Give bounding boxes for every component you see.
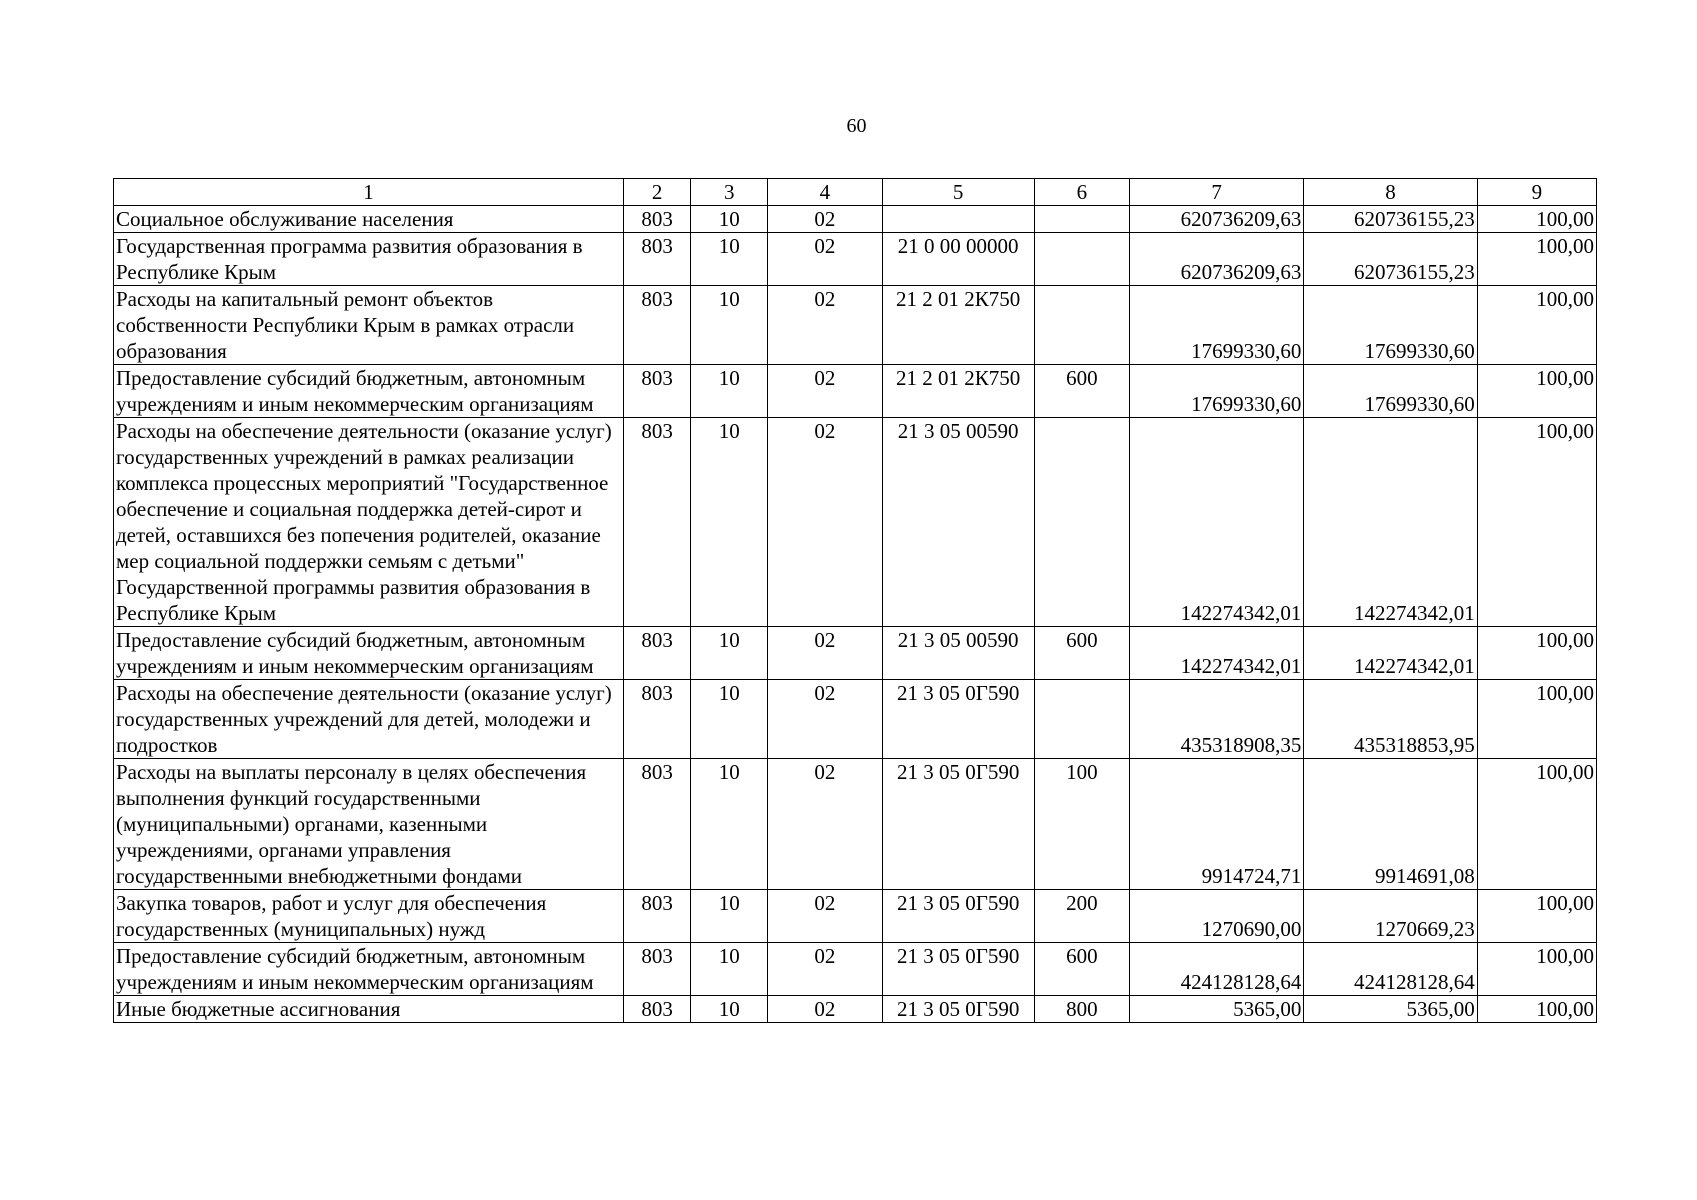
cell-col-2: 803 (624, 206, 691, 233)
cell-col-3: 10 (691, 627, 768, 680)
table-row (114, 943, 1597, 996)
cell-col-8: 9914691,08 (1304, 759, 1477, 890)
column-header: 1 (114, 179, 624, 206)
column-header: 2 (624, 179, 691, 206)
cell-col-3: 10 (691, 943, 768, 996)
cell-col-2: 803 (624, 365, 691, 418)
cell-col-9: 100,00 (1477, 365, 1596, 418)
cell-col-3: 10 (691, 680, 768, 759)
cell-col-8: 620736155,23 (1304, 233, 1477, 286)
cell-col-9: 100,00 (1477, 890, 1596, 943)
cell-col-9: 100,00 (1477, 418, 1596, 627)
cell-col-7: 5365,00 (1130, 996, 1304, 1023)
row-name: Расходы на обеспечение деятельности (оказание услуг) государственных учреждений в рамках реализации комплекса процессных мероприятий "Государственное обеспечение и социальная поддержка детей-сирот и детей, оставшихся без попечения родителей, оказание мер социальной поддержки семьям с детьми" Государственной программы развития образования в Республике Крым (114, 418, 624, 627)
cell-col-6: 600 (1034, 365, 1129, 418)
table-row (114, 627, 1597, 680)
cell-col-2: 803 (624, 233, 691, 286)
table-header-row (114, 179, 1597, 206)
cell-col-4: 02 (768, 996, 882, 1023)
cell-col-7: 17699330,60 (1130, 286, 1304, 365)
cell-col-4: 02 (768, 759, 882, 890)
cell-col-8: 435318853,95 (1304, 680, 1477, 759)
cell-col-3: 10 (691, 759, 768, 890)
cell-col-6 (1034, 206, 1129, 233)
cell-col-8: 1270669,23 (1304, 890, 1477, 943)
cell-col-9: 100,00 (1477, 206, 1596, 233)
cell-col-2: 803 (624, 996, 691, 1023)
cell-col-4: 02 (768, 206, 882, 233)
cell-col-2: 803 (624, 943, 691, 996)
cell-col-8: 142274342,01 (1304, 418, 1477, 627)
column-header: 5 (882, 179, 1034, 206)
cell-col-7: 142274342,01 (1130, 418, 1304, 627)
table-row (114, 418, 1597, 627)
cell-col-6 (1034, 233, 1129, 286)
column-header: 4 (768, 179, 882, 206)
cell-col-5: 21 3 05 0Г590 (882, 996, 1034, 1023)
table-row (114, 996, 1597, 1023)
cell-col-6 (1034, 286, 1129, 365)
cell-col-4: 02 (768, 286, 882, 365)
cell-col-3: 10 (691, 418, 768, 627)
cell-col-5: 21 3 05 0Г590 (882, 759, 1034, 890)
cell-col-5: 21 3 05 0Г590 (882, 680, 1034, 759)
cell-col-2: 803 (624, 418, 691, 627)
cell-col-5: 21 3 05 0Г590 (882, 943, 1034, 996)
cell-col-6 (1034, 680, 1129, 759)
table-row (114, 680, 1597, 759)
cell-col-4: 02 (768, 680, 882, 759)
budget-table (113, 178, 1597, 1023)
cell-col-7: 9914724,71 (1130, 759, 1304, 890)
table-row (114, 365, 1597, 418)
cell-col-3: 10 (691, 233, 768, 286)
cell-col-4: 02 (768, 418, 882, 627)
table-row (114, 206, 1597, 233)
cell-col-4: 02 (768, 627, 882, 680)
cell-col-5: 21 3 05 00590 (882, 418, 1034, 627)
cell-col-4: 02 (768, 943, 882, 996)
cell-col-2: 803 (624, 627, 691, 680)
cell-col-3: 10 (691, 286, 768, 365)
row-name: Закупка товаров, работ и услуг для обеспечения государственных (муниципальных) нужд (114, 890, 624, 943)
cell-col-3: 10 (691, 365, 768, 418)
cell-col-5: 21 2 01 2К750 (882, 365, 1034, 418)
cell-col-6: 600 (1034, 627, 1129, 680)
cell-col-6: 200 (1034, 890, 1129, 943)
table-row (114, 233, 1597, 286)
cell-col-7: 1270690,00 (1130, 890, 1304, 943)
cell-col-8: 5365,00 (1304, 996, 1477, 1023)
cell-col-8: 620736155,23 (1304, 206, 1477, 233)
cell-col-6: 800 (1034, 996, 1129, 1023)
table-row (114, 890, 1597, 943)
cell-col-5: 21 0 00 00000 (882, 233, 1034, 286)
cell-col-6 (1034, 418, 1129, 627)
cell-col-9: 100,00 (1477, 680, 1596, 759)
cell-col-6: 600 (1034, 943, 1129, 996)
row-name: Предоставление субсидий бюджетным, автономным учреждениям и иным некоммерческим организациям (114, 365, 624, 418)
row-name: Предоставление субсидий бюджетным, автономным учреждениям и иным некоммерческим организациям (114, 943, 624, 996)
cell-col-7: 424128128,64 (1130, 943, 1304, 996)
cell-col-7: 142274342,01 (1130, 627, 1304, 680)
cell-col-6: 100 (1034, 759, 1129, 890)
column-header: 8 (1304, 179, 1477, 206)
cell-col-4: 02 (768, 233, 882, 286)
cell-col-5: 21 3 05 00590 (882, 627, 1034, 680)
cell-col-8: 17699330,60 (1304, 286, 1477, 365)
cell-col-8: 17699330,60 (1304, 365, 1477, 418)
row-name: Расходы на капитальный ремонт объектов собственности Республики Крым в рамках отрасли образования (114, 286, 624, 365)
cell-col-3: 10 (691, 996, 768, 1023)
table-row (114, 759, 1597, 890)
cell-col-8: 424128128,64 (1304, 943, 1477, 996)
cell-col-9: 100,00 (1477, 996, 1596, 1023)
row-name: Государственная программа развития образования в Республике Крым (114, 233, 624, 286)
cell-col-4: 02 (768, 365, 882, 418)
row-name: Предоставление субсидий бюджетным, автономным учреждениям и иным некоммерческим организациям (114, 627, 624, 680)
row-name: Социальное обслуживание населения (114, 206, 624, 233)
cell-col-2: 803 (624, 680, 691, 759)
cell-col-5 (882, 206, 1034, 233)
cell-col-7: 620736209,63 (1130, 206, 1304, 233)
cell-col-9: 100,00 (1477, 286, 1596, 365)
cell-col-7: 620736209,63 (1130, 233, 1304, 286)
column-header: 9 (1477, 179, 1596, 206)
column-header: 3 (691, 179, 768, 206)
cell-col-7: 17699330,60 (1130, 365, 1304, 418)
cell-col-8: 142274342,01 (1304, 627, 1477, 680)
cell-col-7: 435318908,35 (1130, 680, 1304, 759)
cell-col-2: 803 (624, 759, 691, 890)
cell-col-3: 10 (691, 890, 768, 943)
row-name: Расходы на обеспечение деятельности (оказание услуг) государственных учреждений для детей, молодежи и подростков (114, 680, 624, 759)
cell-col-3: 10 (691, 206, 768, 233)
cell-col-2: 803 (624, 890, 691, 943)
cell-col-4: 02 (768, 890, 882, 943)
cell-col-9: 100,00 (1477, 943, 1596, 996)
column-header: 7 (1130, 179, 1304, 206)
cell-col-2: 803 (624, 286, 691, 365)
table-row (114, 286, 1597, 365)
row-name: Расходы на выплаты персоналу в целях обеспечения выполнения функций государственными (муниципальными) органами, казенными учреждениями, органами управления государственными внебюджетными фондами (114, 759, 624, 890)
cell-col-9: 100,00 (1477, 233, 1596, 286)
cell-col-9: 100,00 (1477, 627, 1596, 680)
column-header: 6 (1034, 179, 1129, 206)
cell-col-5: 21 3 05 0Г590 (882, 890, 1034, 943)
cell-col-9: 100,00 (1477, 759, 1596, 890)
row-name: Иные бюджетные ассигнования (114, 996, 624, 1023)
page-number: 60 (846, 115, 867, 137)
cell-col-5: 21 2 01 2К750 (882, 286, 1034, 365)
